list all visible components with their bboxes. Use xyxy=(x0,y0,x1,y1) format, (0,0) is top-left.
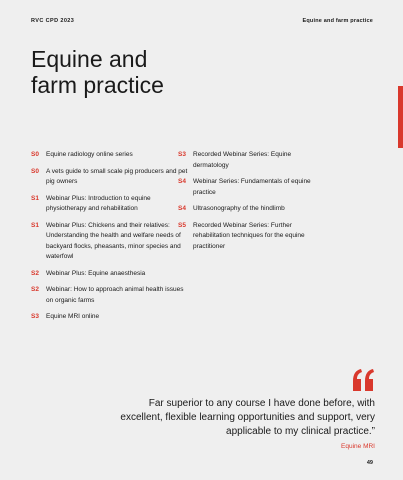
course-list-left xyxy=(31,150,191,329)
list-item xyxy=(178,221,328,253)
list-item xyxy=(31,194,191,215)
list-item xyxy=(31,269,191,280)
session-code: S0 xyxy=(31,151,39,158)
header-publication: RVC CPD 2023 xyxy=(31,18,75,24)
page-title-line-2: farm practice xyxy=(31,72,164,98)
course-list-right xyxy=(178,150,328,258)
session-code: S1 xyxy=(31,221,39,229)
session-code: S4 xyxy=(178,178,186,185)
course-title: Recorded Webinar Series: Equine dermatology xyxy=(193,151,292,169)
course-title: Webinar: How to approach animal health issues on organic farms xyxy=(46,286,184,304)
header-section: Equine and farm practice xyxy=(302,18,373,24)
list-item xyxy=(178,204,328,215)
session-code: S4 xyxy=(178,205,186,212)
course-title: Webinar Plus: Chickens and their relatives: Understanding the health and welfare needs of backyard flocks, pheasants, minor species and waterfowl xyxy=(46,221,181,260)
testimonial-attribution: Equine MRI xyxy=(341,443,375,450)
list-item xyxy=(31,150,191,161)
course-title: Webinar Series: Fundamentals of equine practice xyxy=(193,178,311,196)
list-item xyxy=(178,177,328,198)
list-item xyxy=(178,150,328,171)
course-title: Recorded Webinar Series: Further rehabilitation techniques for the equine practitioner xyxy=(193,221,305,250)
session-code: S1 xyxy=(31,194,39,202)
page-title-line-1: Equine and xyxy=(31,46,148,72)
list-item xyxy=(31,167,191,188)
page-title xyxy=(31,46,251,98)
section-tab-marker xyxy=(398,86,403,148)
session-code: S2 xyxy=(31,269,39,277)
list-item xyxy=(31,285,191,306)
course-title: Equine radiology online series xyxy=(46,151,133,158)
course-title: Webinar Plus: Equine anaesthesia xyxy=(46,269,146,277)
session-code: S2 xyxy=(31,286,39,293)
course-title: A vets guide to small scale pig producers and pet pig owners xyxy=(46,167,188,185)
session-code: S0 xyxy=(31,167,39,175)
session-code: S5 xyxy=(178,221,186,229)
session-code: S3 xyxy=(31,313,39,320)
quotation-mark-icon xyxy=(351,369,375,391)
course-title: Webinar Plus: Introduction to equine physiotherapy and rehabilitation xyxy=(46,194,151,212)
list-item xyxy=(31,312,191,323)
course-title: Ultrasonography of the hindlimb xyxy=(193,205,285,212)
session-code: S3 xyxy=(178,151,186,158)
page-number: 49 xyxy=(366,460,373,466)
list-item xyxy=(31,221,191,263)
course-title: Equine MRI online xyxy=(46,313,100,320)
testimonial-quote: Far superior to any course I have done before, with excellent, flexible learning opportunities and support, very applicable to my clinical practice.” xyxy=(120,398,375,437)
